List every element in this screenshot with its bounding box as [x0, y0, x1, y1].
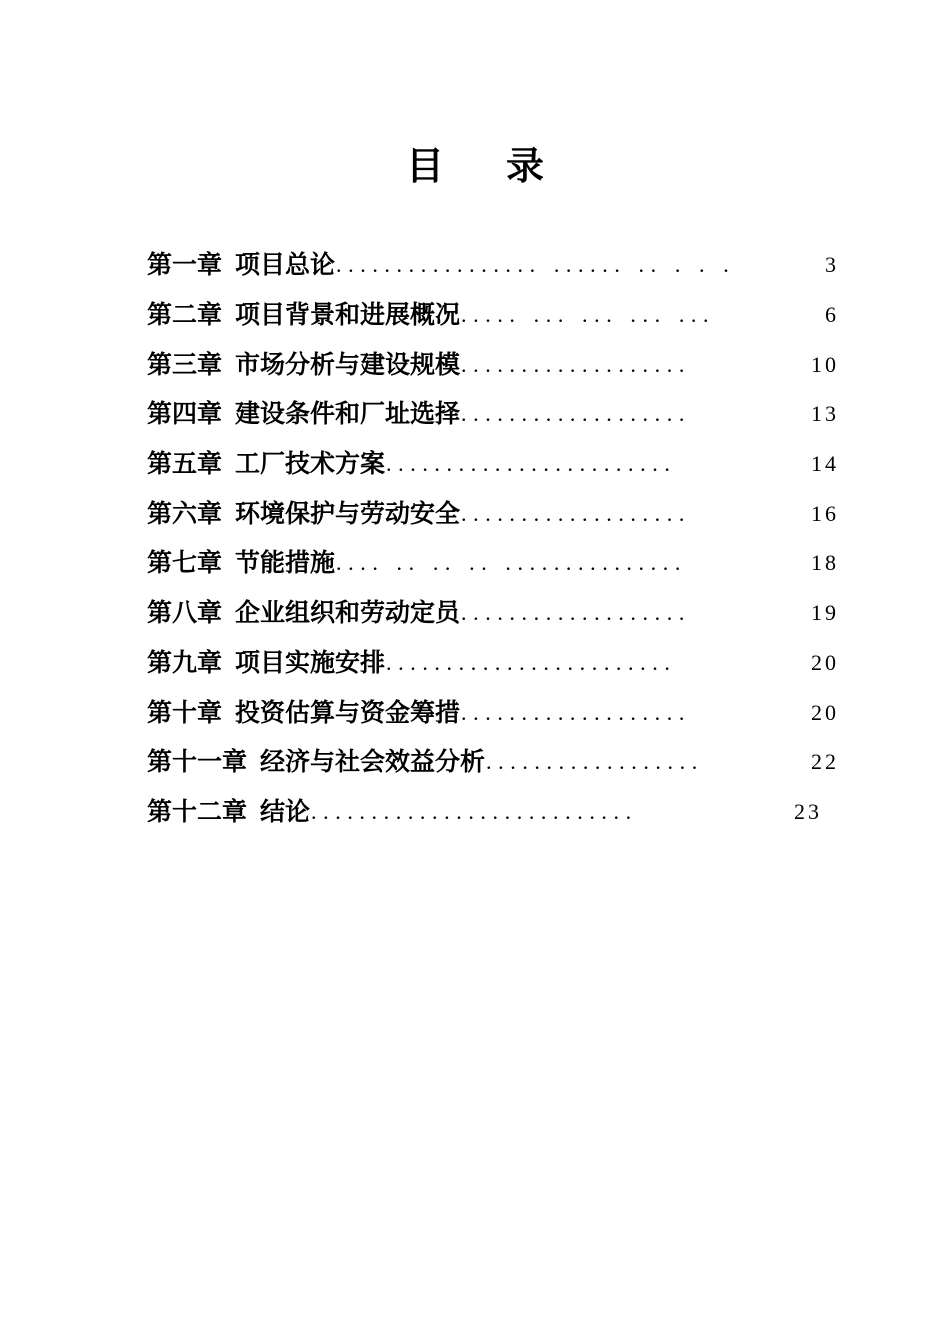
toc-chapter-title: 项目背景和进展概况	[235, 300, 461, 330]
toc-entry-4[interactable]	[147, 389, 837, 439]
toc-entry-1[interactable]	[147, 240, 837, 290]
toc-chapter-title: 建设条件和厂址选择	[235, 399, 461, 429]
toc-entry-9[interactable]	[147, 638, 837, 688]
toc-page-number: 22	[811, 749, 839, 775]
toc-chapter-title: 工厂技术方案	[235, 449, 386, 479]
toc-chapter-title: 节能措施	[235, 548, 336, 578]
toc-chapter-number: 第四章	[147, 399, 223, 429]
toc-page-number: 23	[794, 798, 822, 824]
toc-entry-12[interactable]	[147, 787, 820, 837]
toc-leader-dots: ...................	[461, 351, 691, 377]
toc-leader-dots: .... .. .. .. ...............	[336, 550, 687, 576]
toc-page-number: 18	[811, 550, 839, 576]
toc-chapter-title: 经济与社会效益分析	[260, 747, 486, 777]
toc-leader-dots: ...................	[461, 699, 691, 725]
toc-chapter-title: 环境保护与劳动安全	[235, 498, 461, 528]
toc-chapter-title: 项目总论	[235, 250, 336, 280]
toc-page-number: 19	[811, 600, 839, 626]
toc-chapter-title: 结论	[260, 796, 311, 826]
toc-chapter-title: 市场分析与建设规模	[235, 349, 461, 379]
page-title	[0, 140, 950, 192]
toc-page-number: 16	[811, 500, 839, 526]
toc-page-number: 20	[811, 699, 839, 725]
toc-entry-6[interactable]	[147, 488, 837, 538]
toc-chapter-number: 第八章	[147, 598, 223, 628]
toc-leader-dots: ...................	[461, 401, 691, 427]
toc-chapter-number: 第九章	[147, 647, 223, 677]
toc-leader-dots: ..................	[486, 749, 704, 775]
toc-leader-dots: ................. ...... .. . . .	[336, 252, 736, 278]
toc-chapter-number: 第五章	[147, 449, 223, 479]
toc-chapter-title: 企业组织和劳动定员	[235, 598, 461, 628]
toc-chapter-number: 第七章	[147, 548, 223, 578]
toc-chapter-number: 第三章	[147, 349, 223, 379]
toc-chapter-number: 第十一章	[147, 747, 248, 777]
page-title-char-1: 目	[405, 144, 444, 188]
toc-leader-dots: ...........................	[311, 798, 638, 824]
toc-chapter-number: 第一章	[147, 250, 223, 280]
toc-leader-dots: ........................	[386, 451, 677, 477]
toc-page-number: 20	[811, 649, 839, 675]
toc-chapter-title: 投资估算与资金筹措	[235, 697, 461, 727]
toc-entry-2[interactable]	[147, 290, 837, 340]
toc-leader-dots: ........................	[386, 649, 677, 675]
toc-chapter-number: 第十章	[147, 697, 223, 727]
toc-chapter-title: 项目实施安排	[235, 647, 386, 677]
table-of-contents	[147, 240, 837, 836]
toc-page-number: 6	[825, 302, 839, 328]
page-title-char-2: 录	[506, 144, 545, 188]
toc-chapter-number: 第六章	[147, 498, 223, 528]
toc-page-number: 14	[811, 451, 839, 477]
toc-entry-10[interactable]	[147, 687, 837, 737]
toc-entry-11[interactable]	[147, 737, 837, 787]
toc-page-number: 3	[825, 252, 839, 278]
toc-entry-3[interactable]	[147, 339, 837, 389]
toc-chapter-number: 第十二章	[147, 796, 248, 826]
toc-leader-dots: ...................	[461, 600, 691, 626]
toc-page-number: 13	[811, 401, 839, 427]
toc-entry-8[interactable]	[147, 588, 837, 638]
toc-leader-dots: ...................	[461, 500, 691, 526]
toc-page-number: 10	[811, 351, 839, 377]
toc-entry-7[interactable]	[147, 538, 837, 588]
toc-leader-dots: ..... ... ... ... ...	[461, 302, 716, 328]
toc-entry-5[interactable]	[147, 439, 837, 489]
toc-chapter-number: 第二章	[147, 300, 223, 330]
